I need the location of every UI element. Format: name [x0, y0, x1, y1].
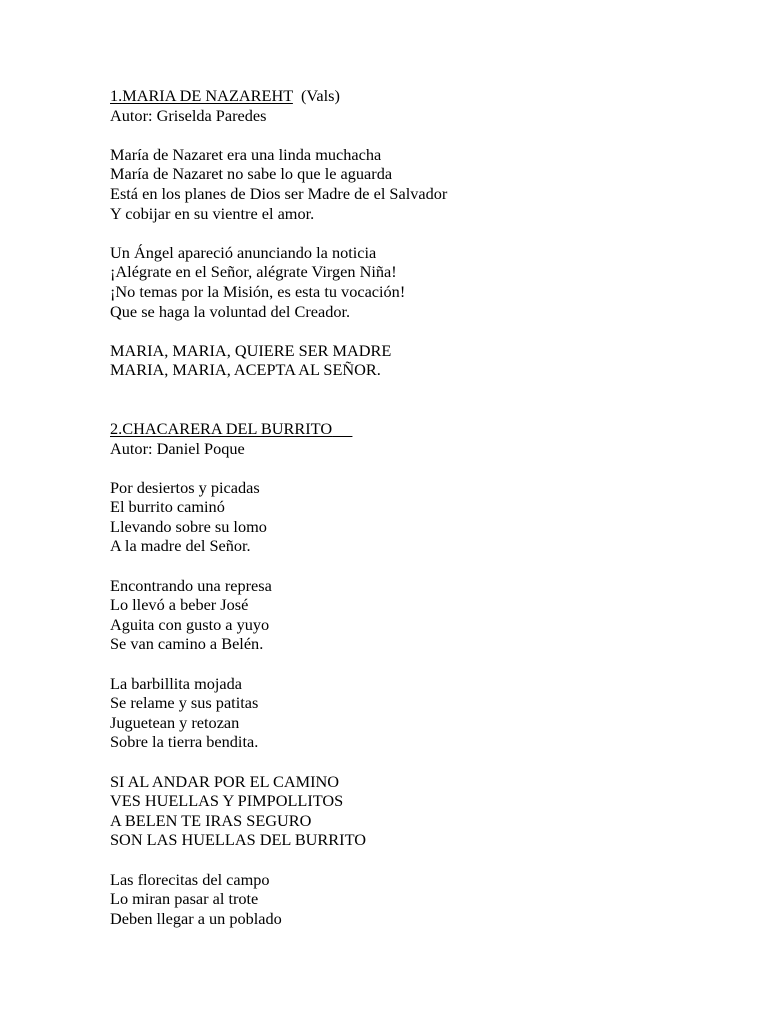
lyric-line: Está en los planes de Dios ser Madre de el Salvador — [110, 183, 448, 203]
stanza — [110, 870, 730, 929]
song-title-row — [110, 86, 730, 106]
lyric-line: El burrito caminó — [110, 497, 225, 517]
lyric-line: La barbillita mojada — [110, 673, 243, 693]
lyric-line: Que se haga la voluntad del Creador. — [110, 301, 351, 321]
lyric-line: Un Ángel apareció anunciando la noticia — [110, 242, 377, 262]
lyric-line: A BELEN TE IRAS SEGURO — [110, 810, 312, 830]
lyric-line: ¡Alégrate en el Señor, alégrate Virgen Niña! — [110, 262, 397, 282]
document-page — [110, 86, 730, 928]
song-1 — [110, 86, 730, 380]
lyric-line: MARIA, MARIA, ACEPTA AL SEÑOR. — [110, 360, 381, 380]
lyric-line: Deben llegar a un poblado — [110, 908, 282, 928]
song-subtitle: (Vals) — [301, 86, 340, 105]
lyric-line: Se relame y sus patitas — [110, 693, 259, 713]
lyric-line: Encontrando una represa — [110, 575, 272, 595]
stanza — [110, 243, 730, 321]
lyric-line: María de Nazaret no sabe lo que le aguarda — [110, 164, 393, 184]
lyric-line: Las florecitas del campo — [110, 869, 270, 889]
stanza — [110, 576, 730, 654]
lyric-line: María de Nazaret era una linda muchacha — [110, 144, 382, 164]
lyric-line: Aguita con gusto a yuyo — [110, 614, 270, 634]
stanza — [110, 145, 730, 223]
lyric-line: Juguetean y retozan — [110, 712, 240, 732]
song-2 — [110, 419, 730, 928]
lyric-line: Y cobijar en su vientre el amor. — [110, 203, 315, 223]
lyric-line: Llevando sobre su lomo — [110, 516, 267, 536]
lyric-line: Por desiertos y picadas — [110, 477, 260, 497]
song-author: Autor: Griselda Paredes — [110, 105, 267, 125]
stanza — [110, 478, 730, 556]
song-title-row — [110, 419, 730, 439]
lyric-line: SI AL ANDAR POR EL CAMINO — [110, 771, 340, 791]
lyric-line: Lo miran pasar al trote — [110, 889, 259, 909]
lyric-line: Sobre la tierra bendita. — [110, 732, 259, 752]
song-title — [110, 419, 352, 438]
stanza — [110, 674, 730, 752]
lyric-line: ¡No temas por la Misión, es esta tu vocación! — [110, 281, 406, 301]
chorus — [110, 341, 730, 380]
lyric-line: SON LAS HUELLAS DEL BURRITO — [110, 830, 366, 850]
lyric-line: Lo llevó a beber José — [110, 595, 249, 615]
lyric-line: VES HUELLAS Y PIMPOLLITOS — [110, 791, 344, 811]
song-author: Autor: Daniel Poque — [110, 438, 245, 458]
lyric-line: A la madre del Señor. — [110, 536, 251, 556]
lyric-line: MARIA, MARIA, QUIERE SER MADRE — [110, 340, 392, 360]
song-title-text: 2.CHACARERA DEL BURRITO — [110, 418, 333, 438]
chorus — [110, 772, 730, 850]
song-title: 1.MARIA DE NAZAREHT — [110, 86, 293, 105]
lyric-line: Se van camino a Belén. — [110, 634, 264, 654]
